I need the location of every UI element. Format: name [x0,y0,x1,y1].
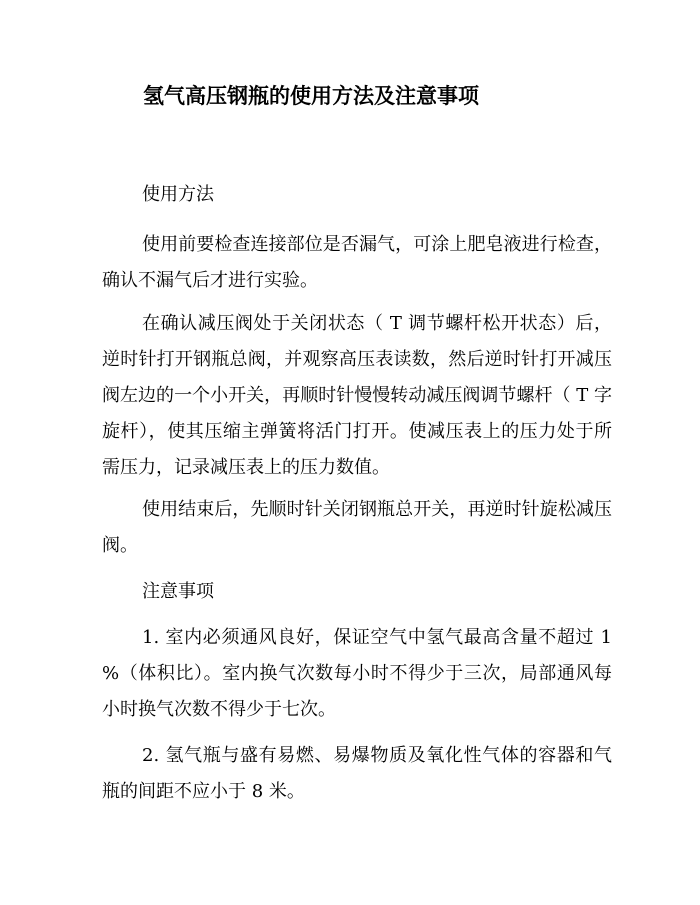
notes-heading: 注意事项 [142,581,214,602]
usage-heading: 使用方法 [142,184,214,205]
notes-item-1 [102,620,612,728]
usage-heading-block [102,177,612,213]
list-item: 1. 室内必须通风良好，保证空气中氢气最高含量不超过 1 %（体积比）。室内换气次数每小时不得少于三次，局部通风每小时换气次数不得少于七次。 [102,627,612,720]
list-item: 2. 氢气瓶与盛有易燃、易爆物质及氧化性气体的容器和气瓶的间距不应小于 8 米。 [102,745,612,802]
paragraph: 在确认减压阀处于关闭状态（ T 调节螺杆松开状态）后，逆时针打开钢瓶总阀，并观察高压表读数，然后逆时针打开减压阀左边的一个小开关，再顺时针慢慢转动减压阀调节螺杆（ T 字旋杆），使其压缩主弹簧将活门打开。使减压表上的压力处于所需压力，记录减压表上的压力数值。 [102,313,612,478]
usage-paragraph-1 [102,227,612,299]
paragraph: 使用前要检查连接部位是否漏气，可涂上肥皂液进行检查，确认不漏气后才进行实验。 [102,234,612,291]
notes-item-2 [102,738,612,810]
usage-paragraph-3 [102,492,612,564]
document-title: 氢气高压钢瓶的使用方法及注意事项 [143,84,479,108]
usage-paragraph-2 [102,306,612,486]
notes-heading-block [102,574,612,610]
paragraph: 使用结束后，先顺时针关闭钢瓶总开关，再逆时针旋松减压阀。 [102,499,612,556]
